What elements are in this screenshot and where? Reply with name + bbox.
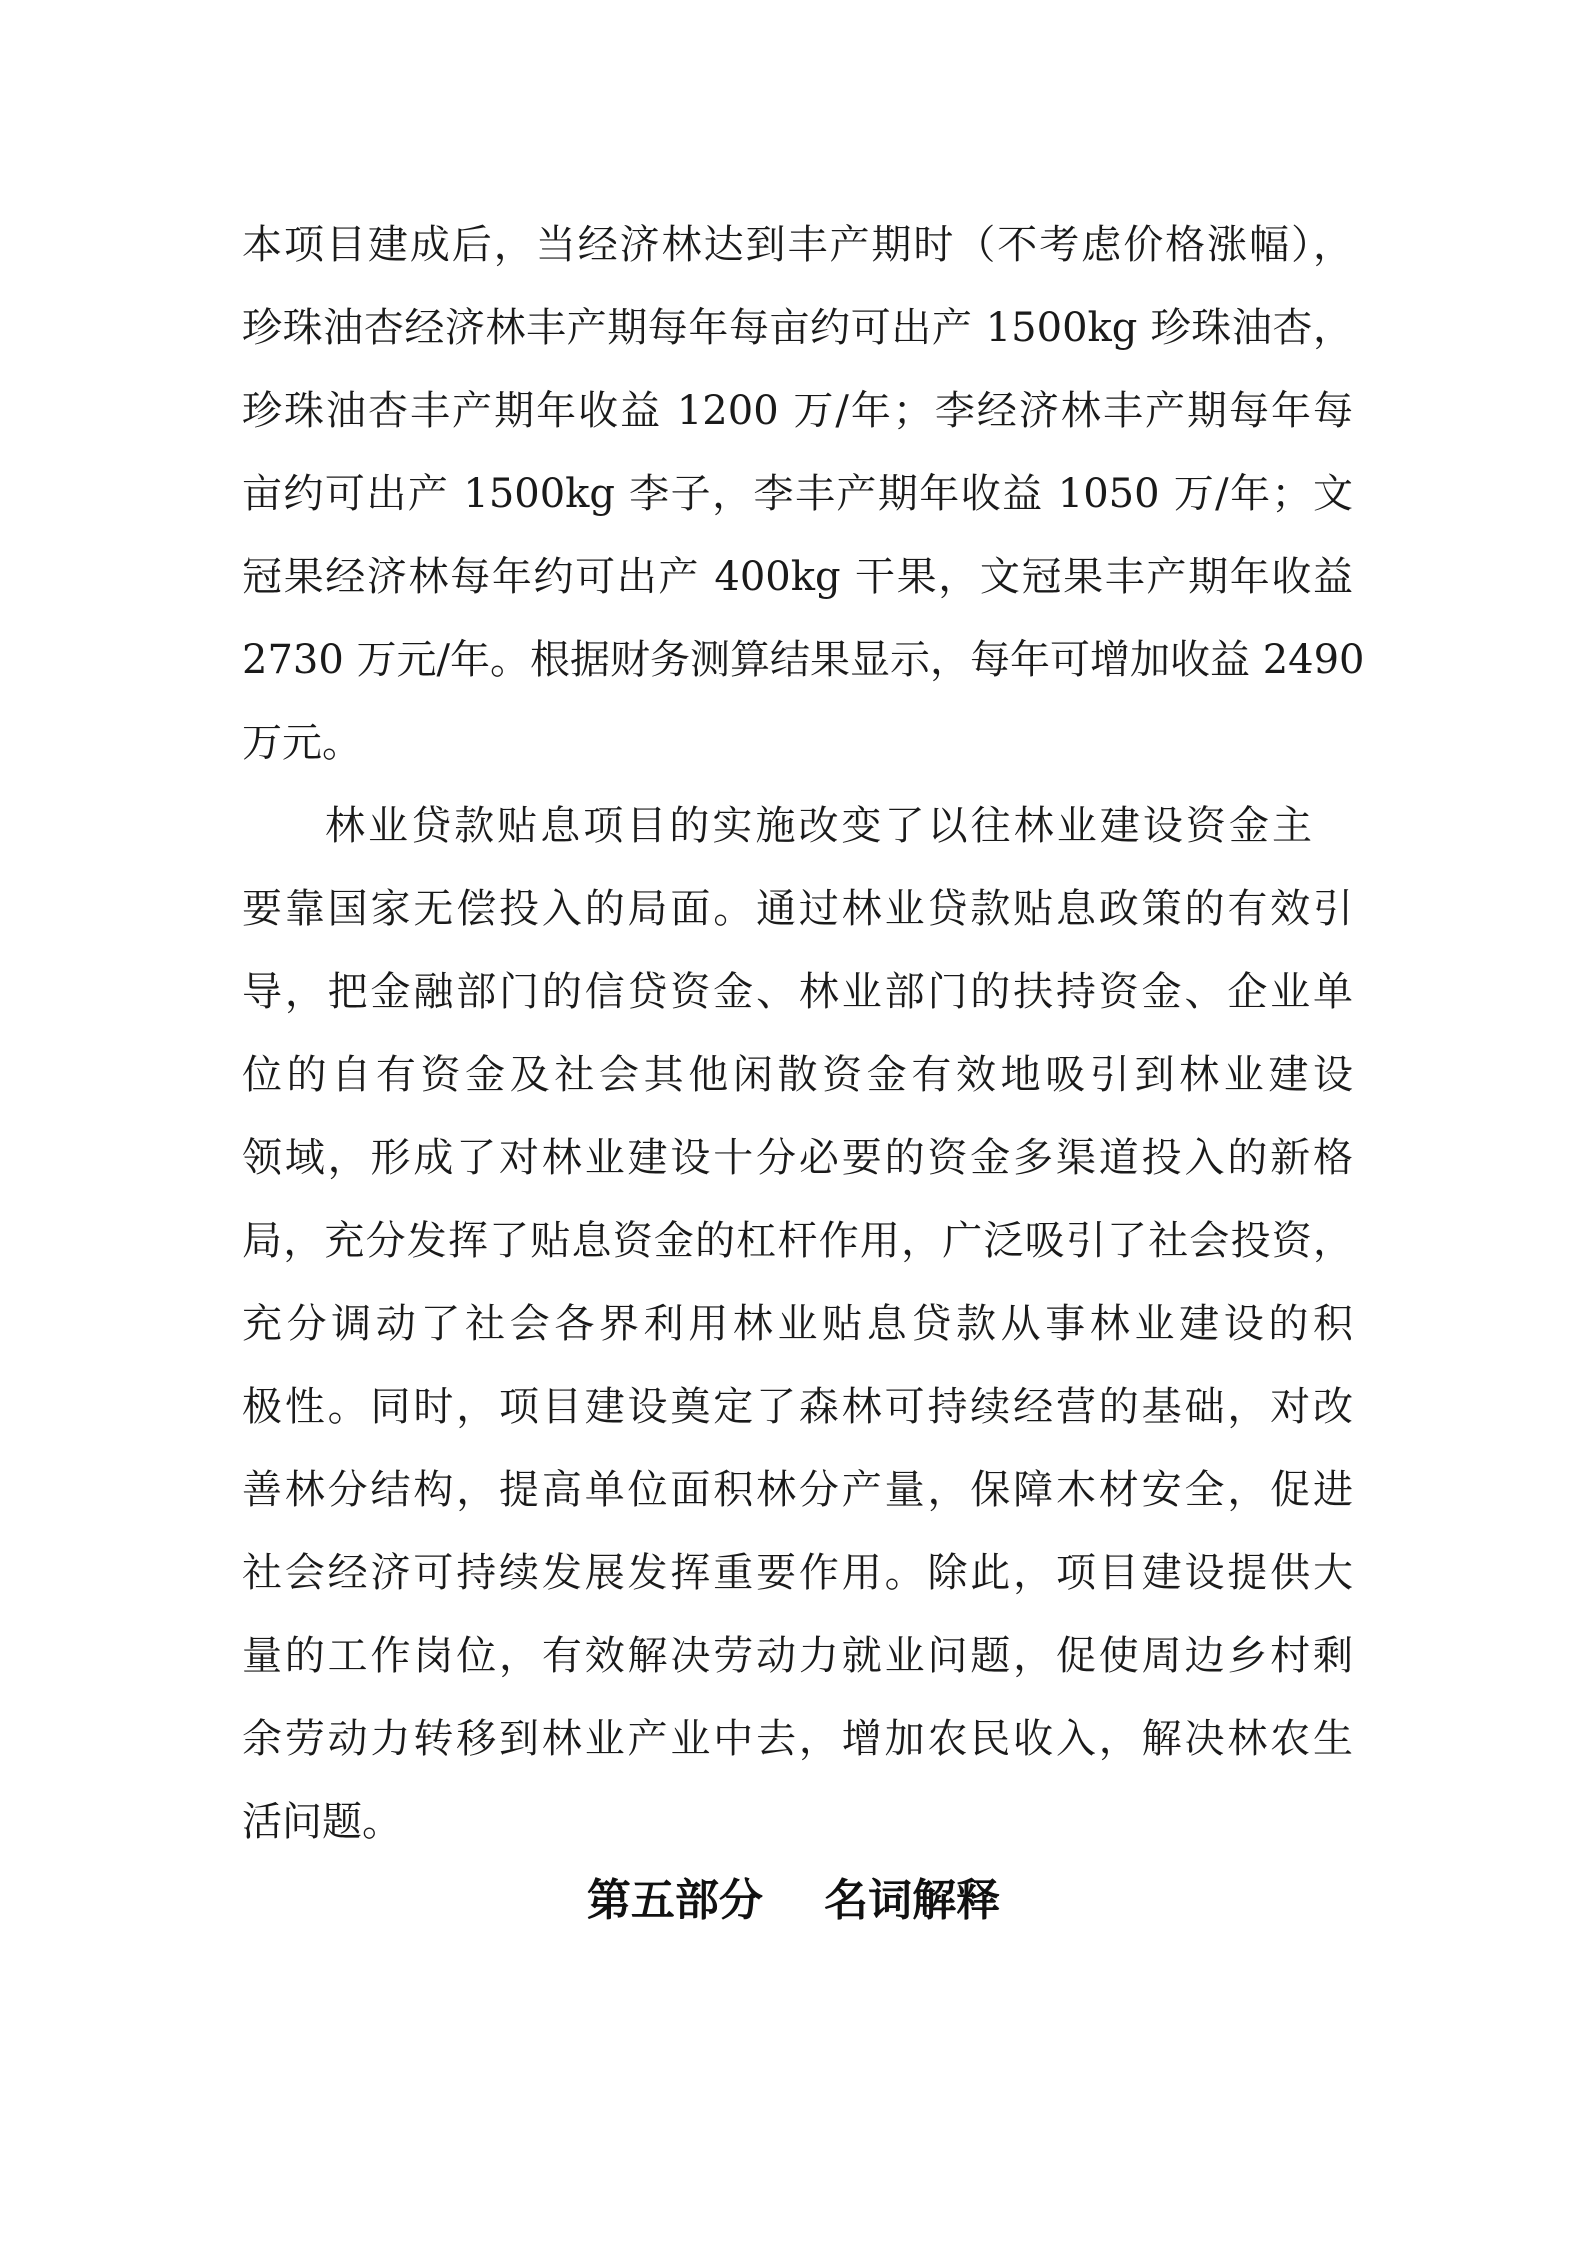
section-heading: 第五部分 名词解释 — [586, 1875, 1001, 1926]
text-line: 珍珠油杏丰产期年收益 1200 万/年；李经济林丰产期每年每 — [242, 388, 1353, 434]
text-line: 社会经济可持续发展发挥重要作用。除此，项目建设提供大 — [242, 1550, 1353, 1596]
text-line: 珍珠油杏经济林丰产期每年每亩约可出产 1500kg 珍珠油杏， — [242, 305, 1353, 351]
text-line: 局，充分发挥了贴息资金的杠杆作用，广泛吸引了社会投资， — [242, 1218, 1353, 1264]
text-line: 充分调动了社会各界利用林业贴息贷款从事林业建设的积 — [242, 1301, 1353, 1347]
text-line: 亩约可出产 1500kg 李子，李丰产期年收益 1050 万/年；文 — [242, 471, 1353, 517]
text-line: 善林分结构，提高单位面积林分产量，保障木材安全，促进 — [242, 1467, 1353, 1513]
text-line: 导，把金融部门的信贷资金、林业部门的扶持资金、企业单 — [242, 969, 1353, 1015]
text-line: 领域，形成了对林业建设十分必要的资金多渠道投入的新格 — [242, 1135, 1353, 1181]
text-line: 林业贷款贴息项目的实施改变了以往林业建设资金主 — [325, 803, 1312, 849]
text-line: 位的自有资金及社会其他闲散资金有效地吸引到林业建设 — [242, 1052, 1353, 1098]
text-line: 量的工作岗位，有效解决劳动力就业问题，促使周边乡村剩 — [242, 1633, 1353, 1679]
text-line: 冠果经济林每年约可出产 400kg 干果，文冠果丰产期年收益 — [242, 554, 1353, 600]
text-line: 本项目建成后，当经济林达到丰产期时（不考虑价格涨幅）， — [242, 222, 1353, 268]
text-line: 2730 万元/年。根据财务测算结果显示，每年可增加收益 2490 — [242, 637, 1365, 683]
text-line: 活问题。 — [242, 1799, 402, 1845]
text-line: 极性。同时，项目建设奠定了森林可持续经营的基础，对改 — [242, 1384, 1353, 1430]
text-line: 万元。 — [242, 720, 362, 766]
text-line: 要靠国家无偿投入的局面。通过林业贷款贴息政策的有效引 — [242, 886, 1353, 932]
text-line: 余劳动力转移到林业产业中去，增加农民收入，解决林农生 — [242, 1716, 1353, 1762]
